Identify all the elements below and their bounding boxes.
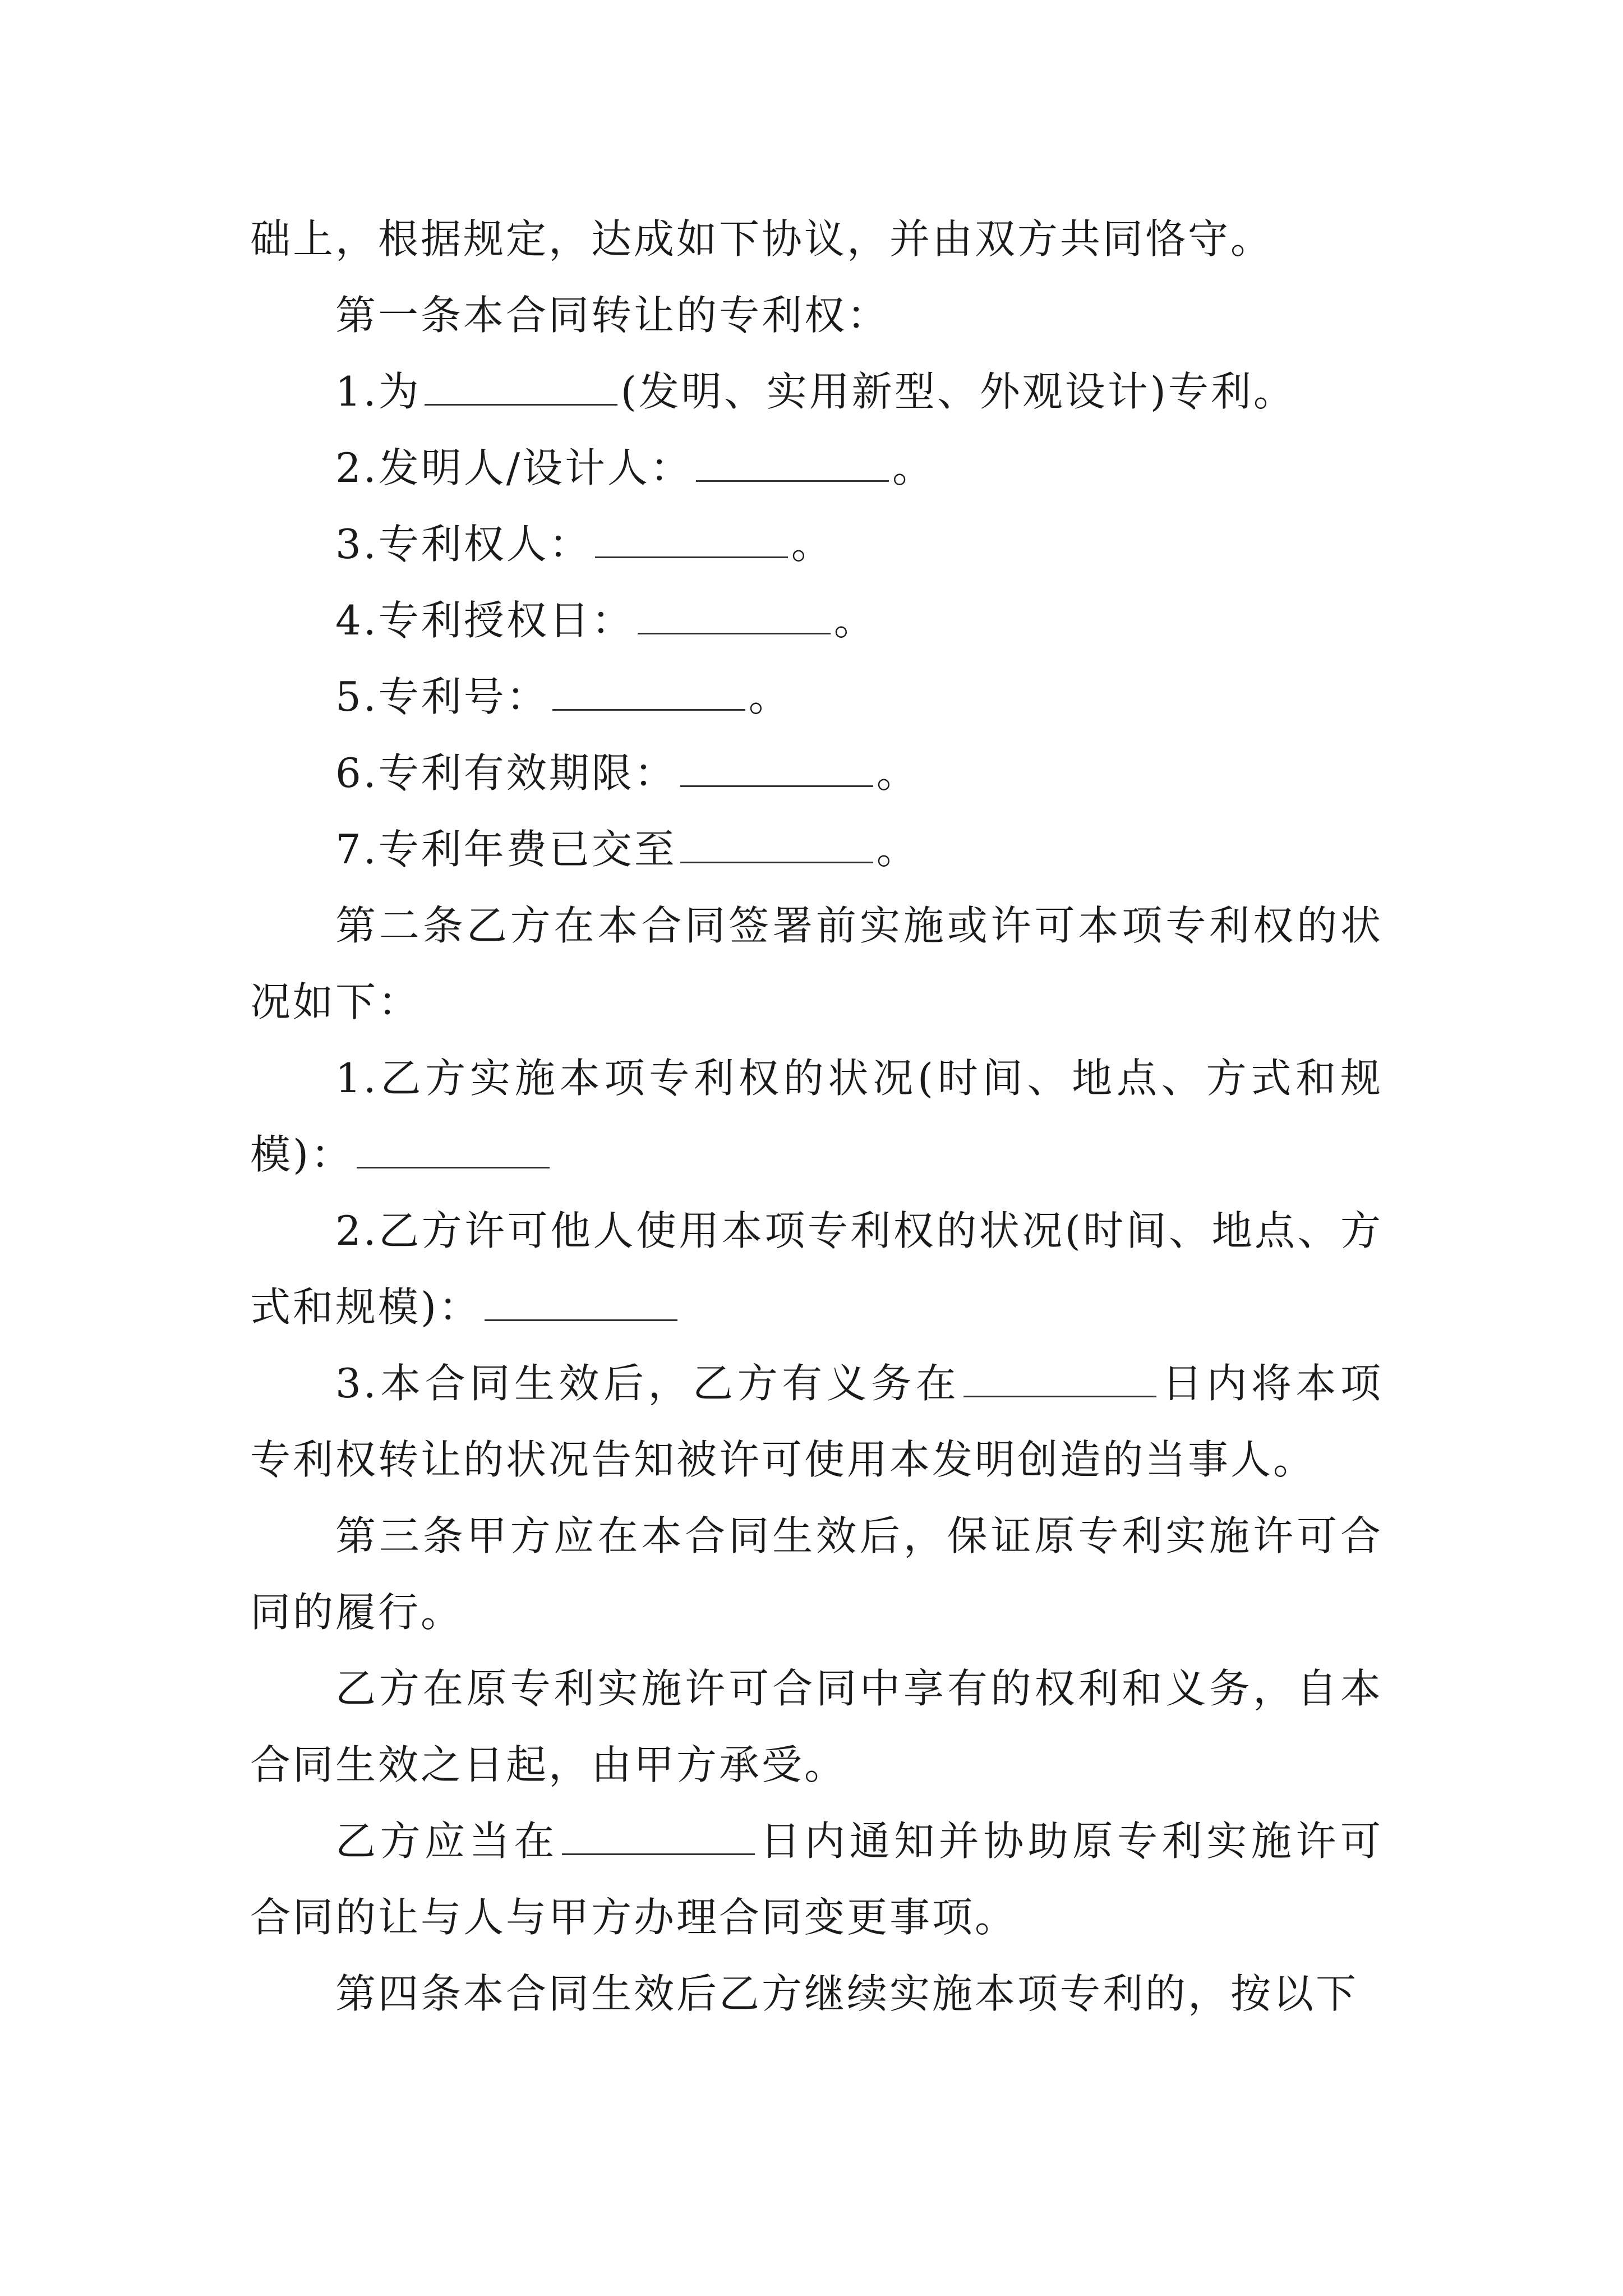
article-2-item-2: 2.乙方许可他人使用本项专利权的状况(时间、地点、方式和规模)：: [250, 1207, 1383, 1331]
article-1-heading: 第一条本合同转让的专利权：: [335, 292, 890, 339]
document-body: [250, 201, 1383, 2032]
article-3-heading: 第三条甲方应在本合同生效后，保证原专利实施许可合同的履行。: [250, 1512, 1383, 1636]
fill-blank-licensing-status[interactable]: [485, 1282, 677, 1321]
article-4-heading: 第四条本合同生效后乙方继续实施本项专利的，按以下: [335, 1970, 1359, 2017]
article-1-item-6: 6.专利有效期限： 。: [335, 749, 919, 797]
article-1-item-3: 3.专利权人： 。: [335, 521, 834, 568]
fill-blank-grant-date[interactable]: [638, 596, 831, 634]
fill-blank-annual-fee-paid-until[interactable]: [680, 825, 873, 863]
paragraph-intro-continuation: 础上，根据规定，达成如下协议，并由双方共同恪守。: [250, 215, 1274, 263]
article-2-heading: 第二条乙方在本合同签署前实施或许可本项专利权的状况如下：: [250, 902, 1383, 1025]
article-1-item-1: 1.为 (发明、实用新型、外观设计)专利。: [335, 368, 1296, 415]
fill-blank-validity-period[interactable]: [680, 748, 873, 787]
fill-blank-patent-number[interactable]: [552, 672, 745, 711]
article-3-paragraph-2: 乙方在原专利实施许可合同中享有的权利和义务，自本合同生效之日起，由甲方承受。: [250, 1665, 1383, 1788]
fill-blank-patent-type[interactable]: [425, 367, 617, 406]
article-1-item-4: 4.专利授权日： 。: [335, 597, 877, 644]
fill-blank-assist-days[interactable]: [562, 1816, 755, 1855]
article-1-item-5: 5.专利号： 。: [335, 673, 791, 720]
article-1-item-2: 2.发明人/设计人： 。: [335, 444, 935, 491]
article-2-item-3: 3.本合同生效后，乙方有义务在 日内将本项专利权转让的状况告知被许可使用本发明创造的当事人。: [250, 1360, 1383, 1483]
fill-blank-own-implementation[interactable]: [357, 1130, 550, 1168]
article-1-item-7: 7.专利年费已交至 。: [335, 826, 919, 873]
article-3-paragraph-3: 乙方应当在 日内通知并协助原专利实施许可合同的让与人与甲方办理合同变更事项。: [250, 1818, 1383, 1941]
fill-blank-inventor[interactable]: [696, 443, 889, 482]
fill-blank-patentee[interactable]: [595, 519, 788, 558]
fill-blank-notice-days[interactable]: [963, 1359, 1156, 1397]
article-2-item-1: 1.乙方实施本项专利权的状况(时间、地点、方式和规模)：: [250, 1055, 1383, 1178]
